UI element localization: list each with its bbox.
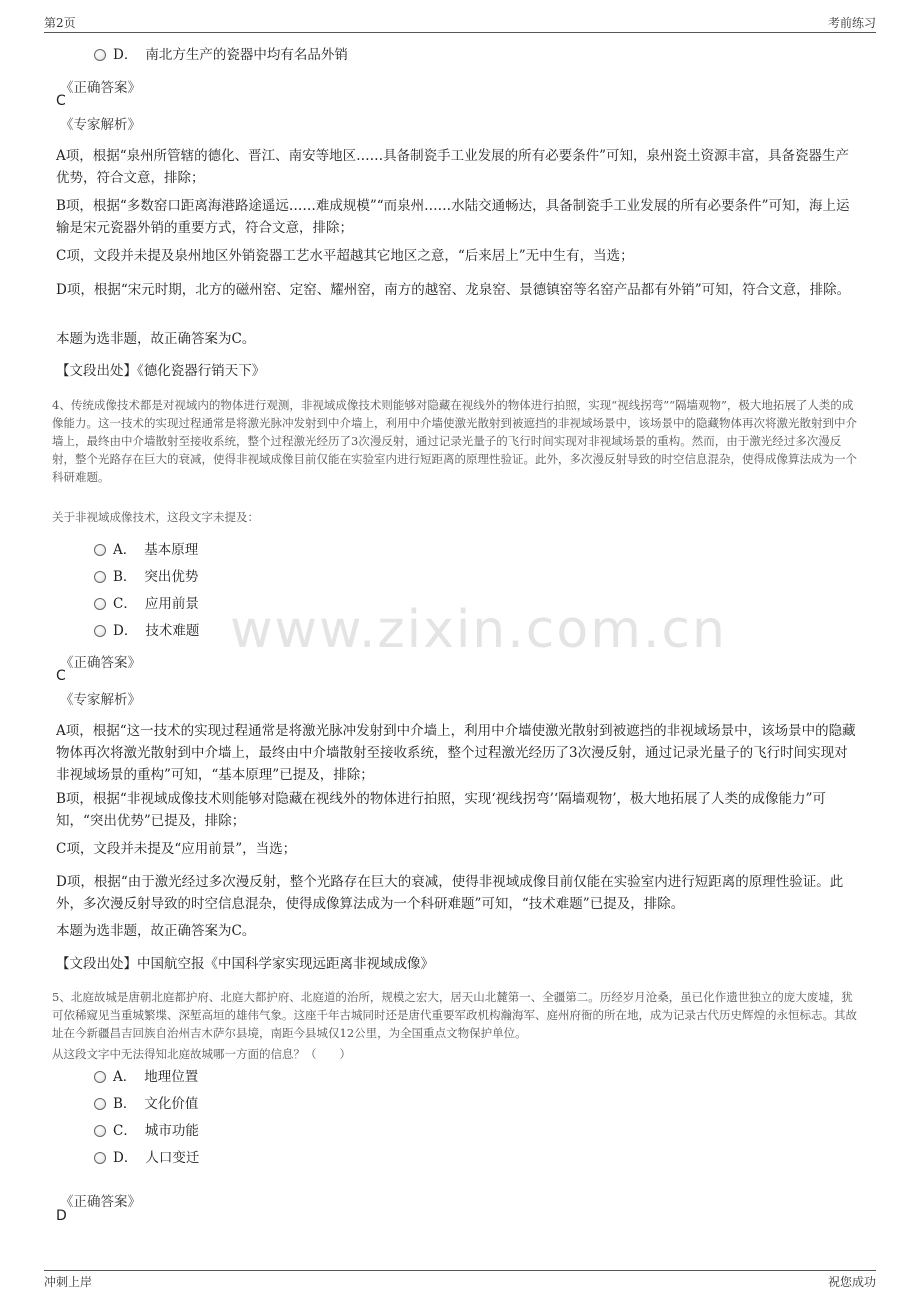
q3-conclusion: 本题为选非题，故正确答案为C。 (56, 331, 256, 347)
radio-icon[interactable] (94, 1125, 106, 1137)
radio-icon[interactable] (94, 1071, 106, 1083)
q4-source: 【文段出处】中国航空报《中国科学家实现远距离非视域成像》 (56, 956, 434, 972)
option-key: B． (113, 1096, 137, 1112)
header-title: 考前练习 (827, 16, 876, 30)
option-text: 人口变迁 (145, 1150, 200, 1166)
radio-icon[interactable] (94, 49, 106, 61)
q3-source: 【文段出处】《德化瓷器行销天下》 (56, 363, 266, 379)
radio-icon[interactable] (94, 1152, 106, 1164)
q4-option-c[interactable] (94, 594, 199, 614)
q4-option-a[interactable] (94, 540, 198, 560)
option-text: 文化价值 (144, 1096, 199, 1112)
option-text: 技术难题 (145, 623, 200, 639)
radio-icon[interactable] (94, 1098, 106, 1110)
q3-option-d[interactable] (94, 45, 348, 65)
q5-option-b[interactable] (94, 1094, 198, 1114)
q4-analysis-a: A项，根据“这一技术的实现过程通常是将激光脉冲发射到中介墙上，利用中介墙使激光散射到被遮挡的非视域场景中，该场景中的隐藏物体再次将激光散射到中介墙上，最终由中介墙散射至接收系统，整个过程激光经历了3次漫反射，通过记录光量子的飞行时间实现对非视域场景的重构”可知，“基本原理”已提及，排除； (56, 723, 856, 783)
option-text: 城市功能 (144, 1123, 199, 1139)
q5-answer: D (56, 1208, 67, 1224)
footer-left-text: 冲刺上岸 (44, 1275, 93, 1289)
q4-conclusion: 本题为选非题，故正确答案为C。 (56, 923, 256, 939)
option-key: C． (113, 1123, 137, 1139)
q5-passage: 5、北庭故城是唐朝北庭都护府、北庭大都护府、北庭道的治所，规模之宏大，居天山北麓第一、全疆第二。历经岁月沧桑，虽已化作遗世独立的庞大废墟，犹可依稀窥见当重城繁堞、深堑高垣的雄伟气象。这座千年古城同时还是唐代重要军政机构瀚海军、庭州府衙的所在地，成为记录古代历史辉煌的永恒标志。其故址在今新疆昌吉回族自治州吉木萨尔县境，南距今县城仅12公里，为全国重点文物保护单位。 (52, 990, 857, 1040)
option-key: A． (113, 1069, 137, 1085)
q4-analysis-b: B项，根据“非视域成像技术则能够对隐藏在视线外的物体进行拍照，实现‘视线拐弯’‘隔墙观物’，极大地拓展了人类的成像能力”可知，“突出优势”已提及，排除； (56, 791, 826, 829)
option-key: A． (113, 542, 137, 558)
radio-icon[interactable] (94, 598, 106, 610)
q4-answer: C (56, 668, 66, 684)
q4-answer-label: 《正确答案》 (60, 655, 141, 671)
q5-option-c[interactable] (94, 1121, 199, 1141)
q4-analysis-c: C项，文段并未提及“应用前景”，当选； (56, 841, 297, 857)
q5-option-a[interactable] (94, 1067, 198, 1087)
q5-answer-label: 《正确答案》 (60, 1194, 141, 1210)
page-footer (44, 1270, 876, 1291)
watermark: www.zixin.com.cn (230, 600, 727, 660)
q3-answer: C (56, 93, 66, 109)
q4-option-b[interactable] (94, 567, 198, 587)
option-key: B． (113, 569, 137, 585)
page-number: 第2页 (44, 16, 76, 30)
option-text: 突出优势 (144, 569, 199, 585)
q5-question: 从这段文字中无法得知北庭故城哪一方面的信息？（ ） (52, 1047, 351, 1061)
footer-right-text: 祝您成功 (827, 1275, 876, 1289)
radio-icon[interactable] (94, 625, 106, 637)
q3-analysis-b: B项，根据“多数窑口距离海港路途遥远……难成规模”“而泉州……水陆交通畅达，具备制瓷手工业发展的所有必要条件”可知，海上运输是宋元瓷器外销的重要方式，符合文意，排除； (56, 198, 850, 236)
q4-passage: 4、传统成像技术都是对视域内的物体进行观测，非视域成像技术则能够对隐藏在视线外的物体进行拍照，实现“视线拐弯”“隔墙观物”，极大地拓展了人类的成像能力。这一技术的实现过程通常是将激光脉冲发射到中介墙上，利用中介墙使激光散射到被遮挡的非视域场景中，该场景中的隐藏物体再次将激光散射到中介墙上，最终由中介墙散射至接收系统，整个过程激光经历了3次漫反射，通过记录光量子的飞行时间实现对非视域场景的重构。然而，由于激光经过多次漫反射，整个光路存在巨大的衰减，使得非视域成像目前仅能在实验室内进行短距离的原理性验证。此外，多次漫反射导致的时空信息混杂，使得成像算法成为一个科研难题。 (52, 398, 857, 484)
option-key: D． (113, 47, 138, 63)
radio-icon[interactable] (94, 544, 106, 556)
option-key: C． (113, 596, 137, 612)
option-text: 南北方生产的瓷器中均有名品外销 (145, 47, 348, 63)
option-key: D． (113, 1150, 138, 1166)
option-text: 基本原理 (144, 542, 199, 558)
q5-option-d[interactable] (94, 1148, 199, 1168)
q4-analysis-label: 《专家解析》 (60, 692, 141, 708)
page-header (44, 14, 876, 33)
q3-answer-label: 《正确答案》 (60, 80, 141, 96)
q3-analysis-a: A项，根据“泉州所管辖的德化、晋江、南安等地区……具备制瓷手工业发展的所有必要条件”可知，泉州瓷土资源丰富，具备瓷器生产优势，符合文意，排除； (56, 148, 850, 186)
q4-analysis-d: D项，根据“由于激光经过多次漫反射，整个光路存在巨大的衰减，使得非视域成像目前仅能在实验室内进行短距离的原理性验证。此外，多次漫反射导致的时空信息混杂，使得成像算法成为一个科研难题”可知，“技术难题”已提及，排除。 (56, 874, 844, 912)
radio-icon[interactable] (94, 571, 106, 583)
q3-analysis-label: 《专家解析》 (60, 117, 141, 133)
q3-analysis-d: D项，根据“宋元时期，北方的磁州窑、定窑、耀州窑，南方的越窑、龙泉窑、景德镇窑等名窑产品都有外销”可知，符合文意，排除。 (56, 282, 851, 298)
option-text: 地理位置 (144, 1069, 199, 1085)
q3-analysis-c: C项，文段并未提及泉州地区外销瓷器工艺水平超越其它地区之意，“后来居上”无中生有，当选； (56, 248, 634, 264)
q4-question: 关于非视域成像技术，这段文字未提及： (52, 510, 259, 524)
option-key: D． (113, 623, 138, 639)
option-text: 应用前景 (144, 596, 199, 612)
q4-option-d[interactable] (94, 621, 199, 641)
